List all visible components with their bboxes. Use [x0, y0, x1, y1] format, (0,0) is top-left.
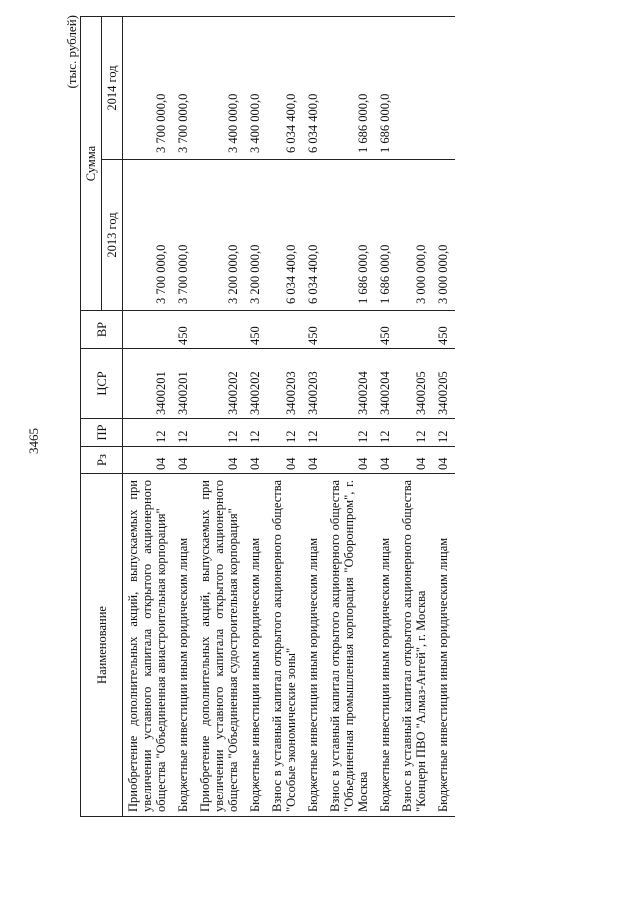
row-vr: 450 — [433, 311, 455, 349]
row-vr — [195, 311, 245, 349]
row-2014 — [433, 17, 455, 160]
row-2013: 3 200 000,0 — [195, 160, 245, 311]
row-2014: 1 686 000,0 — [375, 17, 397, 160]
row-rz: 04 — [245, 447, 267, 474]
table-row — [375, 17, 397, 817]
row-rz: 04 — [173, 447, 195, 474]
row-csr: 3400201 — [173, 349, 195, 419]
row-2014: 6 034 400,0 — [303, 17, 325, 160]
row-2013: 1 686 000,0 — [325, 160, 375, 311]
row-pr: 12 — [303, 419, 325, 447]
row-vr — [397, 311, 433, 349]
row-csr: 3400203 — [267, 349, 303, 419]
row-2013: 3 200 000,0 — [245, 160, 267, 311]
budget-table — [80, 16, 455, 817]
row-csr: 3400203 — [303, 349, 325, 419]
row-2014: 1 686 000,0 — [325, 17, 375, 160]
header-name: Наименование — [81, 474, 123, 817]
row-2014 — [397, 17, 433, 160]
row-name: Бюджетные инвестиции иным юридическим лицам — [303, 474, 325, 817]
table-row — [173, 17, 195, 817]
row-rz: 04 — [195, 447, 245, 474]
row-csr: 3400204 — [325, 349, 375, 419]
row-name: Бюджетные инвестиции иным юридическим лицам — [173, 474, 195, 817]
table-row — [433, 17, 455, 817]
header-vr: ВР — [81, 311, 123, 349]
row-pr: 12 — [245, 419, 267, 447]
row-2013: 3 700 000,0 — [173, 160, 195, 311]
row-csr: 3400205 — [433, 349, 455, 419]
header-pr: ПР — [81, 419, 123, 447]
table-row — [397, 17, 433, 817]
row-2013: 3 000 000,0 — [433, 160, 455, 311]
row-pr: 12 — [397, 419, 433, 447]
row-csr: 3400205 — [397, 349, 433, 419]
row-2014: 3 700 000,0 — [173, 17, 195, 160]
row-name: Взнос в уставный капитал открытого акционерного общества "Особые экономические зоны" — [267, 474, 303, 817]
row-name: Бюджетные инвестиции иным юридическим лицам — [433, 474, 455, 817]
row-csr: 3400202 — [245, 349, 267, 419]
row-2013: 6 034 400,0 — [303, 160, 325, 311]
row-name: Взнос в уставный капитал открытого акционерного общества "Концерн ПВО "Алмаз-Антей", г. Москва — [397, 474, 433, 817]
page-number: 3465 — [26, 428, 41, 454]
row-vr — [325, 311, 375, 349]
row-pr: 12 — [123, 419, 174, 447]
row-name: Бюджетные инвестиции иным юридическим лицам — [375, 474, 397, 817]
units-label: (тыс. рублей) — [64, 15, 79, 89]
row-name: Приобретение дополнительных акций, выпускаемых при увеличении уставного капитала открытого акционерного общества "Объединенная судостроительная корпорация" — [195, 474, 245, 817]
header-2014: 2014 год — [102, 17, 123, 160]
row-pr: 12 — [325, 419, 375, 447]
row-csr: 3400201 — [123, 349, 174, 419]
row-vr: 450 — [375, 311, 397, 349]
row-2014: 6 034 400,0 — [267, 17, 303, 160]
row-rz: 04 — [433, 447, 455, 474]
row-vr — [123, 311, 174, 349]
row-2013: 3 000 000,0 — [397, 160, 433, 311]
row-vr: 450 — [245, 311, 267, 349]
row-pr: 12 — [433, 419, 455, 447]
table-row — [303, 17, 325, 817]
row-vr — [267, 311, 303, 349]
row-rz: 04 — [303, 447, 325, 474]
row-rz: 04 — [325, 447, 375, 474]
header-sum: Сумма — [81, 17, 102, 311]
table-row — [267, 17, 303, 817]
row-csr: 3400202 — [195, 349, 245, 419]
table-body — [123, 17, 456, 817]
table-row — [123, 17, 174, 817]
row-pr: 12 — [267, 419, 303, 447]
row-csr: 3400204 — [375, 349, 397, 419]
row-2014: 3 400 000,0 — [245, 17, 267, 160]
row-name: Приобретение дополнительных акций, выпускаемых при увеличении уставного капитала открытого акционерного общества "Объединенная авиастроительная корпорация" — [123, 474, 174, 817]
row-rz: 04 — [267, 447, 303, 474]
table-row — [245, 17, 267, 817]
header-rz: Рз — [81, 447, 123, 474]
header-csr: ЦСР — [81, 349, 123, 419]
row-pr: 12 — [195, 419, 245, 447]
row-2014: 3 700 000,0 — [123, 17, 174, 160]
row-2013: 1 686 000,0 — [375, 160, 397, 311]
row-2014: 3 400 000,0 — [195, 17, 245, 160]
table-row — [195, 17, 245, 817]
row-name: Бюджетные инвестиции иным юридическим лицам — [245, 474, 267, 817]
row-vr: 450 — [303, 311, 325, 349]
row-rz: 04 — [397, 447, 433, 474]
row-name: Взнос в уставный капитал открытого акционерного общества "Объединенная промышленная корпорация "Оборонпром", г. Москва — [325, 474, 375, 817]
row-2013: 6 034 400,0 — [267, 160, 303, 311]
table-row — [325, 17, 375, 817]
row-pr: 12 — [173, 419, 195, 447]
header-2013: 2013 год — [102, 160, 123, 311]
row-2013: 3 700 000,0 — [123, 160, 174, 311]
row-pr: 12 — [375, 419, 397, 447]
header-row-1 — [81, 17, 102, 817]
row-vr: 450 — [173, 311, 195, 349]
row-rz: 04 — [375, 447, 397, 474]
row-rz: 04 — [123, 447, 174, 474]
